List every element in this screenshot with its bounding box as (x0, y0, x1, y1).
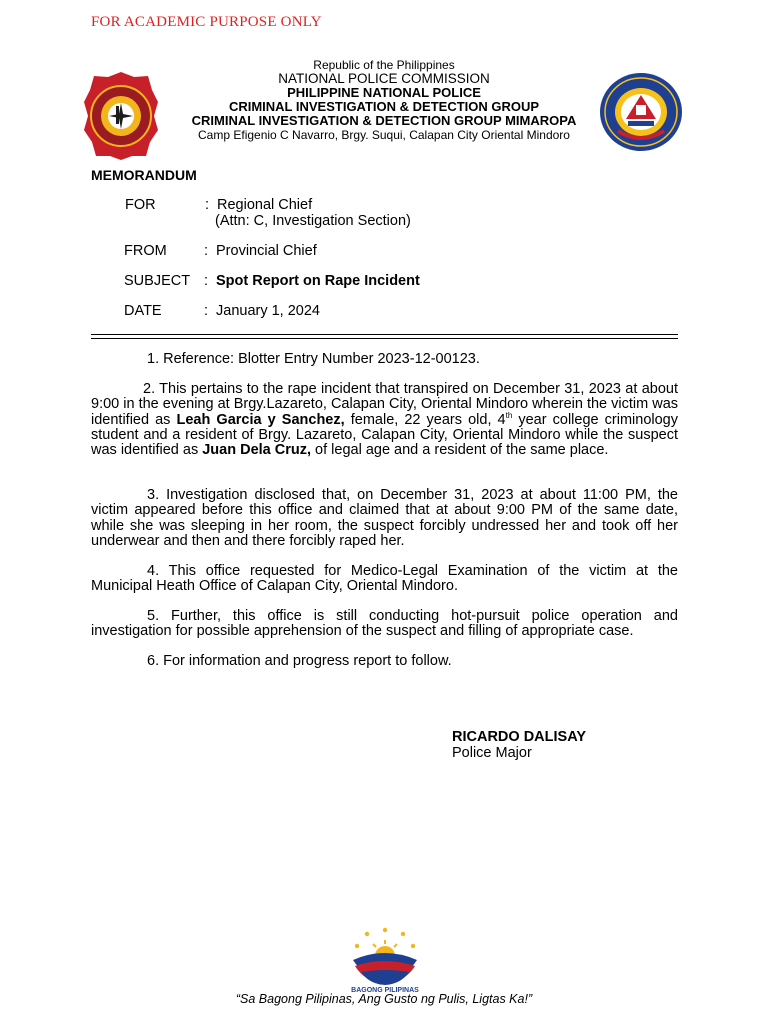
paragraph-4-text: 4. This office requested for Medico-Legal Examination of the victim at the Municipal Heath Office of Calapan City, Oriental Mindoro. (91, 563, 678, 595)
memo-title: MEMORANDUM (91, 167, 197, 183)
paragraph-1 (91, 352, 678, 367)
for-colon: : (205, 197, 210, 213)
signatory-rank: Police Major (452, 745, 532, 761)
paragraph-3-text: 3. Investigation disclosed that, on December 31, 2023 at about 11:00 PM, the victim appeared before this office and claimed that at about 9:00 PM of the same date, while she was sleeping in her room, the suspect forcibly undressed her and took off her underwear and then and there forcibly raped her. (91, 487, 678, 549)
bagong-pilipinas-logo-icon (345, 920, 425, 994)
paragraph-2 (91, 382, 678, 458)
watermark-text: FOR ACADEMIC PURPOSE ONLY (91, 14, 322, 30)
footer-motto: “Sa Bagong Pilipinas, Ang Gusto ng Pulis, Ligtas Ka!” (235, 992, 533, 1006)
header-republic: Republic of the Philippines (313, 58, 455, 72)
for-attn: (Attn: C, Investigation Section) (215, 213, 411, 229)
header-address: Camp Efigenio C Navarro, Brgy. Suqui, Calapan City Oriental Mindoro (198, 128, 570, 142)
subject-value: Spot Report on Rape Incident (216, 273, 420, 289)
paragraph-2-text-a: 2. This pertains to the rape incident that transpired on December 31, 2023 at about 9:00 in the evening at Brgy.Lazareto, Calapan City, Oriental Mindoro wherein the victim was identified as (91, 381, 679, 428)
paragraph-2-text-d: of legal age and a resident of the same place. (311, 442, 609, 459)
from-value: Provincial Chief (216, 243, 317, 259)
subject-label: SUBJECT (124, 273, 191, 289)
header-pnp: PHILIPPINE NATIONAL POLICE (287, 85, 481, 100)
date-colon: : (204, 303, 209, 319)
cidg-seal-icon (598, 71, 684, 153)
paragraph-5-text: 5. Further, this office is still conducting hot-pursuit police operation and investigation for possible apprehension of the suspect and filling of appropriate case. (91, 608, 678, 640)
from-label: FROM (124, 243, 167, 259)
suspect-name: Juan Dela Cruz, (202, 442, 312, 459)
signatory-name: RICARDO DALISAY (452, 729, 587, 745)
divider-bottom (91, 338, 678, 339)
paragraph-1-text: 1. Reference: Blotter Entry Number 2023-12-00123. (147, 351, 480, 367)
memo-from-row (124, 243, 524, 261)
divider-top (91, 334, 678, 335)
paragraph-3 (91, 488, 678, 549)
header-cidg: CRIMINAL INVESTIGATION & DETECTION GROUP (228, 99, 540, 114)
from-colon: : (204, 243, 209, 259)
header-napolcom: NATIONAL POLICE COMMISSION (278, 71, 490, 86)
paragraph-2-text-c: year college criminology student and a resident of Brgy. Lazareto, Calapan City, Oriental Mindoro while the suspect was identified as (91, 411, 678, 459)
header-cidg-mimaropa: CRIMINAL INVESTIGATION & DETECTION GROUP MIMAROPA (191, 113, 577, 128)
paragraph-2-text-b: female, 22 years old, 4 (344, 411, 506, 428)
pnp-seal-icon (82, 70, 160, 162)
ordinal-suffix: th (505, 410, 513, 420)
paragraph-5 (91, 609, 678, 640)
letterhead (170, 58, 598, 142)
bagong-pilipinas-text: BAGONG PILIPINAS (351, 987, 419, 994)
paragraph-6 (91, 654, 678, 669)
paragraph-4 (91, 564, 678, 595)
date-value: January 1, 2024 (216, 303, 320, 319)
memo-date-row (124, 303, 524, 321)
subject-colon: : (204, 273, 209, 289)
victim-name: Leah Garcia y Sanchez, (176, 411, 345, 428)
memo-subject-row (124, 273, 524, 291)
for-label: FOR (125, 197, 156, 213)
date-label: DATE (124, 303, 162, 319)
paragraph-6-text: 6. For information and progress report to follow. (147, 653, 452, 669)
memo-for-row (125, 197, 525, 231)
signature-block (452, 729, 586, 761)
for-value: Regional Chief (217, 197, 313, 213)
